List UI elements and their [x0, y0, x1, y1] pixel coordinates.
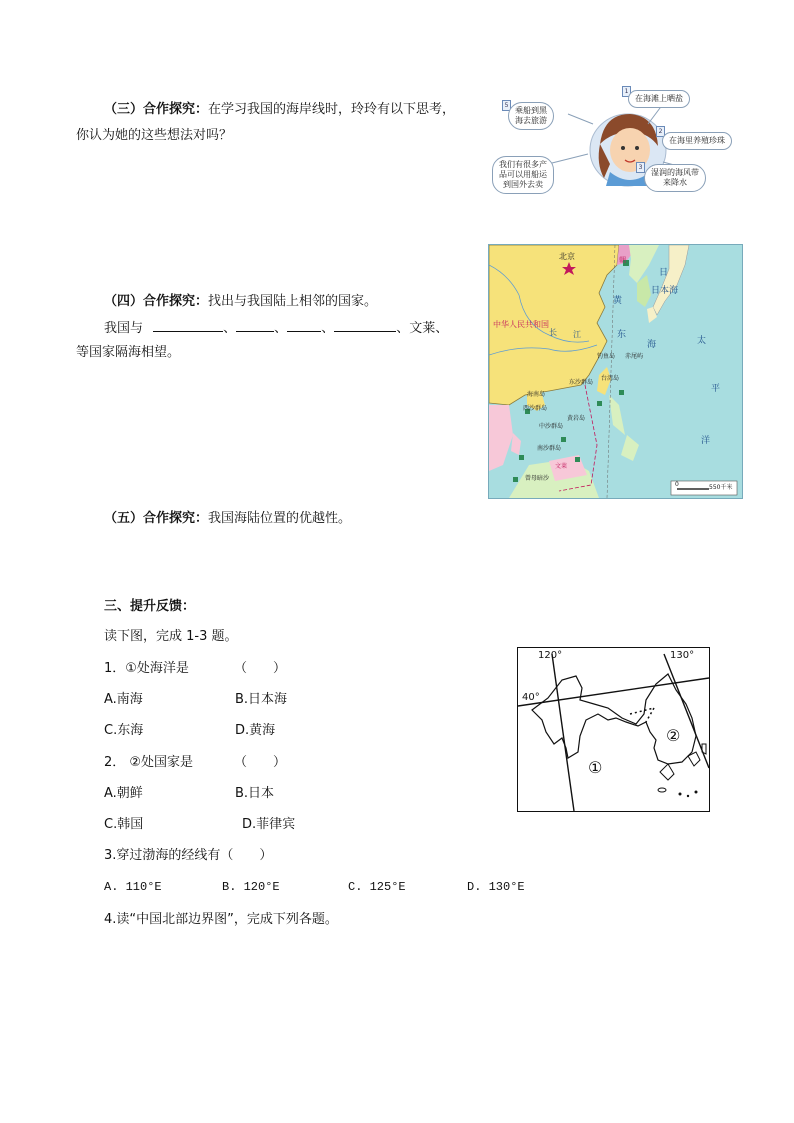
q1-stem: 1．①处海洋是: [104, 661, 189, 676]
section5-line: [104, 510, 351, 528]
q1-paren: （ ）: [234, 661, 287, 676]
map-label-country: 中华人民共和国: [493, 320, 549, 329]
separator: 、: [274, 321, 288, 336]
map-label-taiwan: 台湾岛: [601, 375, 620, 382]
map-label-river2: 江: [573, 330, 581, 339]
map-label-japan: 日: [659, 268, 669, 278]
map-label-pacific: 洋: [701, 436, 711, 446]
q2-option-d[interactable]: D.菲律宾: [242, 817, 296, 832]
q2-option-c[interactable]: C.韩国: [104, 817, 144, 832]
q2-option-b[interactable]: B.日本: [235, 786, 275, 801]
thought-bubble: 在海滩上晒盐: [628, 90, 690, 108]
map-label-river: 长: [549, 328, 557, 337]
outline-map-graphic: [518, 648, 709, 811]
section4-line3: 等国家隔海相望。: [76, 345, 181, 360]
q2-stem: 2． ②处国家是: [104, 755, 194, 770]
separator: 、: [321, 321, 335, 336]
q3-option-c[interactable]: C. 125°E: [348, 880, 406, 894]
thought-bubble: 乘船到黑 海去旅游: [508, 102, 554, 130]
separator: 、文莱、: [396, 321, 449, 336]
q1-option-d[interactable]: D.黄海: [235, 723, 276, 738]
map-label-chiwei: 赤尾屿: [625, 353, 644, 360]
map-label-korea: 朝: [619, 256, 626, 264]
q4-text: 4.读“中国北部边界图”，完成下列各题。: [104, 912, 338, 927]
section4-label: （四）合作探究：: [104, 294, 209, 309]
map-label-pacific: 太: [697, 336, 707, 346]
answer-blank[interactable]: [287, 319, 321, 332]
q3-option-a[interactable]: A. 110°E: [104, 880, 162, 894]
scale-zero: 0: [675, 481, 679, 488]
section3-label: （三）合作探究：: [104, 102, 209, 117]
map-label-xisha: 西沙群岛: [523, 405, 548, 412]
sea-map-graphic: [489, 245, 742, 498]
map-label-east-sea2: 海: [647, 340, 657, 350]
map2-mark-1: ①: [588, 758, 603, 777]
section5-label: （五）合作探究：: [104, 511, 209, 526]
section4-line1: [104, 293, 377, 311]
section3-text2: 你认为她的这些想法对吗？: [76, 128, 233, 143]
map-label-japan-sea: 日本海: [651, 286, 679, 296]
thought-bubble: 在海里养殖珍珠: [662, 132, 732, 150]
section4-line2: [104, 319, 448, 338]
bubble-number: 3: [636, 162, 645, 173]
section4-text1: 找出与我国陆上相邻的国家。: [208, 294, 378, 309]
q3-option-b[interactable]: B. 120°E: [222, 880, 280, 894]
map2-lat40: 40°: [522, 692, 540, 703]
map-label-beijing: 北京: [559, 252, 575, 261]
china-sea-map: [488, 244, 743, 499]
map-label-nansha: 南沙群岛: [537, 445, 562, 452]
map2-lon130: 130°: [670, 650, 695, 661]
map-label-huangyan: 黄岩岛: [567, 415, 586, 422]
bubble-number: 2: [656, 126, 665, 137]
section5-text: 我国海陆位置的优越性。: [208, 511, 352, 526]
map-label-pacific: 平: [711, 384, 721, 394]
map-label-brunei: 文莱: [555, 463, 568, 470]
q3-stem: 3.穿过渤海的经线有（ ）: [104, 848, 273, 863]
map-label-yellow-sea: 黄: [613, 296, 623, 306]
separator: 、: [223, 321, 237, 336]
section3-text1: 在学习我国的海岸线时，玲玲有以下思考，: [208, 102, 456, 117]
map-label-zhongsha: 中沙群岛: [539, 423, 564, 430]
map-label-east-sea: 东: [617, 330, 627, 340]
map2-lon120: 120°: [538, 650, 563, 661]
cartoon-illustration: [488, 84, 764, 204]
feedback-title: 三、提升反馈：: [104, 599, 196, 614]
thought-bubble: 我们有很多产 品可以用船运 到国外去卖: [492, 156, 554, 194]
q3-option-d[interactable]: D. 130°E: [467, 880, 525, 894]
scale-label: 550千米: [709, 484, 733, 491]
answer-blank[interactable]: [236, 319, 274, 332]
map-label-diaoyu: 钓鱼岛: [597, 353, 616, 360]
answer-blank[interactable]: [153, 319, 223, 332]
bubble-number: 1: [622, 86, 631, 97]
section4-prefix: 我国与: [104, 321, 144, 336]
answer-blank[interactable]: [334, 319, 396, 332]
q1-option-a[interactable]: A.南海: [104, 692, 143, 707]
feedback-intro: 读下图，完成 1-3 题。: [104, 629, 238, 644]
section3-line1: [104, 101, 455, 119]
map-label-dongsha: 东沙群岛: [569, 379, 594, 386]
map2-mark-2: ②: [666, 726, 681, 745]
q2-option-a[interactable]: A.朝鲜: [104, 786, 143, 801]
map-label-hainan: 海南岛: [527, 391, 546, 398]
q1-option-c[interactable]: C.东海: [104, 723, 144, 738]
map-label-zengmu: 曾母暗沙: [525, 475, 550, 482]
korea-outline-map: [517, 647, 710, 812]
q1-option-b[interactable]: B.日本海: [235, 692, 288, 707]
thought-bubble: 湿润的海风带 来降水: [644, 164, 706, 192]
q2-paren: （ ）: [234, 755, 287, 770]
bubble-number: 5: [502, 100, 511, 111]
